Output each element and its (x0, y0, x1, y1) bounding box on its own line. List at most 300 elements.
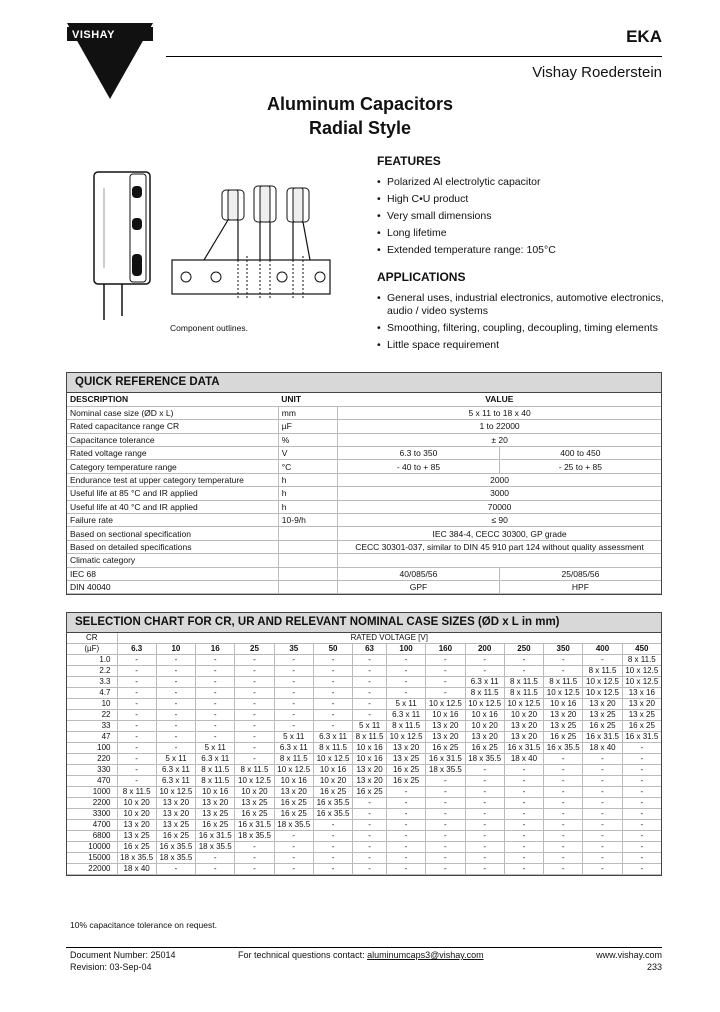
case-size-cell: - (426, 798, 465, 809)
value-cell: 6.3 to 350 (338, 447, 500, 460)
case-size-cell: - (544, 831, 583, 842)
case-size-cell: - (386, 864, 425, 875)
case-size-cell: - (313, 688, 352, 699)
selection-grid (67, 633, 661, 875)
voltage-cell: 10 (156, 644, 195, 655)
case-size-cell: - (465, 765, 504, 776)
case-size-cell: 13 x 25 (117, 831, 156, 842)
value-cell: CECC 30301-037, similar to DIN 45 910 part 124 without quality assessment (338, 540, 661, 553)
case-size-cell: - (313, 721, 352, 732)
website-link[interactable]: www.vishay.com (596, 950, 662, 960)
case-size-cell: - (622, 787, 661, 798)
case-size-cell: 18 x 40 (117, 864, 156, 875)
case-size-cell: - (313, 820, 352, 831)
case-size-cell: - (386, 831, 425, 842)
case-size-cell: 10 x 12.5 (622, 666, 661, 677)
case-size-cell: - (156, 666, 195, 677)
case-size-cell: - (465, 831, 504, 842)
case-size-cell: 13 x 20 (583, 699, 622, 710)
value-cell (338, 554, 661, 567)
case-size-cell: - (117, 776, 156, 787)
case-size-cell: - (583, 853, 622, 864)
case-size-cell: - (465, 666, 504, 677)
value-cell: ≤ 90 (338, 514, 661, 527)
case-size-cell: - (583, 754, 622, 765)
voltage-cell: 450 (622, 644, 661, 655)
unit-cell: mm (278, 406, 337, 419)
case-size-cell: - (583, 842, 622, 853)
case-size-cell: - (386, 798, 425, 809)
case-size-cell: 13 x 25 (544, 721, 583, 732)
case-size-cell: - (235, 699, 274, 710)
case-size-cell: 5 x 11 (353, 721, 387, 732)
case-size-cell: 13 x 20 (426, 732, 465, 743)
voltage-cell: 25 (235, 644, 274, 655)
case-size-cell: - (117, 710, 156, 721)
case-size-cell: 18 x 35.5 (465, 754, 504, 765)
case-size-cell: - (353, 677, 387, 688)
case-size-cell: - (465, 842, 504, 853)
case-size-cell: 13 x 20 (353, 765, 387, 776)
case-size-cell: 10 x 12.5 (583, 677, 622, 688)
voltage-cell: 35 (274, 644, 313, 655)
capacitance-cell: 4.7 (67, 688, 117, 699)
quick-reference-heading: QUICK REFERENCE DATA (67, 373, 661, 393)
case-size-cell: 10 x 12.5 (156, 787, 195, 798)
case-size-cell: 10 x 12.5 (465, 699, 504, 710)
table-row (67, 710, 661, 721)
case-size-cell: 10 x 12.5 (426, 699, 465, 710)
case-size-cell: - (196, 655, 235, 666)
brand-name: Vishay Roederstein (532, 64, 662, 81)
table-row (67, 540, 661, 553)
value-cell: GPF (338, 580, 500, 593)
case-size-cell: 8 x 11.5 (504, 677, 543, 688)
case-size-cell: - (274, 655, 313, 666)
case-size-cell: - (235, 688, 274, 699)
unit-cell: 10-9/h (278, 514, 337, 527)
unit-label: (µF) (67, 644, 117, 655)
case-size-cell: 13 x 20 (544, 710, 583, 721)
capacitance-cell: 6800 (67, 831, 117, 842)
case-size-cell: 10 x 20 (235, 787, 274, 798)
capacitance-cell: 10 (67, 699, 117, 710)
case-size-cell: 10 x 16 (313, 765, 352, 776)
voltage-cell: 63 (353, 644, 387, 655)
table-row (67, 787, 661, 798)
voltage-cell: 200 (465, 644, 504, 655)
case-size-cell: 10 x 20 (117, 809, 156, 820)
contact-email-link[interactable]: aluminumcaps3@vishay.com (367, 950, 484, 960)
case-size-cell: - (196, 853, 235, 864)
voltage-row (67, 644, 661, 655)
case-size-cell: 13 x 16 (622, 688, 661, 699)
case-size-cell: 10 x 12.5 (504, 699, 543, 710)
case-size-cell: 6.3 x 11 (386, 710, 425, 721)
table-row (67, 527, 661, 540)
applications-heading: APPLICATIONS (377, 270, 466, 284)
case-size-cell: 16 x 35.5 (544, 743, 583, 754)
table-row (67, 420, 661, 433)
capacitance-cell: 33 (67, 721, 117, 732)
capacitance-cell: 1000 (67, 787, 117, 798)
unit-cell: h (278, 500, 337, 513)
case-size-cell: - (313, 677, 352, 688)
case-size-cell: 16 x 25 (274, 798, 313, 809)
table-row (67, 460, 661, 473)
features-item: • Long lifetime (377, 227, 667, 240)
case-size-cell: - (235, 842, 274, 853)
case-size-cell: - (235, 754, 274, 765)
case-size-cell: - (544, 776, 583, 787)
case-size-cell: 13 x 25 (622, 710, 661, 721)
case-size-cell: - (353, 666, 387, 677)
case-size-cell: - (544, 787, 583, 798)
case-size-cell: - (235, 853, 274, 864)
case-size-cell: - (622, 809, 661, 820)
voltage-cell: 350 (544, 644, 583, 655)
case-size-cell: 16 x 31.5 (583, 732, 622, 743)
unit-cell (278, 540, 337, 553)
features-item: • Very small dimensions (377, 210, 667, 223)
case-size-cell: 18 x 40 (583, 743, 622, 754)
table-row (67, 798, 661, 809)
voltage-cell: 250 (504, 644, 543, 655)
case-size-cell: 13 x 25 (583, 710, 622, 721)
case-size-cell: 8 x 11.5 (274, 754, 313, 765)
contact-prefix: For technical questions contact: (238, 950, 368, 960)
column-header: VALUE (338, 393, 661, 406)
table-row (67, 655, 661, 666)
case-size-cell: - (353, 688, 387, 699)
description-cell: IEC 68 (67, 567, 278, 580)
table-row (67, 580, 661, 593)
case-size-cell: - (504, 809, 543, 820)
value-cell: 3000 (338, 487, 661, 500)
value-cell: 400 to 450 (499, 447, 661, 460)
case-size-cell: 16 x 31.5 (235, 820, 274, 831)
case-size-cell: 13 x 20 (196, 798, 235, 809)
case-size-cell: 16 x 25 (544, 732, 583, 743)
case-size-cell: - (622, 798, 661, 809)
case-size-cell: 13 x 20 (156, 798, 195, 809)
case-size-cell: - (196, 710, 235, 721)
capacitance-cell: 10000 (67, 842, 117, 853)
case-size-cell: - (583, 655, 622, 666)
unit-cell (278, 527, 337, 540)
case-size-cell: 16 x 25 (426, 743, 465, 754)
case-size-cell: - (117, 754, 156, 765)
case-size-cell: - (274, 721, 313, 732)
case-size-cell: - (156, 743, 195, 754)
case-size-cell: 8 x 11.5 (386, 721, 425, 732)
column-header: DESCRIPTION (67, 393, 278, 406)
applications-item: • General uses, industrial electronics, automotive electronics, audio / video systems (377, 292, 667, 318)
case-size-cell: 13 x 25 (196, 809, 235, 820)
selection-chart (66, 612, 662, 876)
case-size-cell: - (426, 666, 465, 677)
case-size-cell: - (544, 798, 583, 809)
description-cell: Endurance test at upper category temperature (67, 473, 278, 486)
case-size-cell: - (353, 820, 387, 831)
case-size-cell: - (196, 864, 235, 875)
value-cell: 70000 (338, 500, 661, 513)
case-size-cell: 10 x 16 (426, 710, 465, 721)
table-row (67, 820, 661, 831)
features-item: • Polarized Al electrolytic capacitor (377, 176, 667, 189)
case-size-cell: - (313, 842, 352, 853)
case-size-cell: 13 x 20 (426, 721, 465, 732)
case-size-cell: - (504, 655, 543, 666)
case-size-cell: 16 x 35.5 (313, 798, 352, 809)
case-size-cell: 6.3 x 11 (465, 677, 504, 688)
table-row (67, 666, 661, 677)
case-size-cell: 8 x 11.5 (504, 688, 543, 699)
component-outline-figure (92, 168, 332, 328)
table-row (67, 743, 661, 754)
case-size-cell: - (196, 688, 235, 699)
case-size-cell: - (274, 864, 313, 875)
case-size-cell: - (353, 655, 387, 666)
case-size-cell: 13 x 20 (117, 820, 156, 831)
case-size-cell: - (622, 864, 661, 875)
case-size-cell: 10 x 20 (504, 710, 543, 721)
case-size-cell: - (235, 732, 274, 743)
case-size-cell: 13 x 25 (156, 820, 195, 831)
case-size-cell: - (465, 798, 504, 809)
case-size-cell: 8 x 11.5 (622, 655, 661, 666)
case-size-cell: - (313, 853, 352, 864)
case-size-cell: 10 x 12.5 (235, 776, 274, 787)
case-size-cell: 13 x 20 (504, 732, 543, 743)
case-size-cell: - (622, 765, 661, 776)
case-size-cell: 16 x 25 (274, 809, 313, 820)
case-size-cell: 16 x 31.5 (504, 743, 543, 754)
case-size-cell: - (353, 864, 387, 875)
case-size-cell: - (583, 765, 622, 776)
case-size-cell: - (117, 666, 156, 677)
unit-cell: h (278, 487, 337, 500)
case-size-cell: 13 x 25 (386, 754, 425, 765)
case-size-cell: 10 x 16 (465, 710, 504, 721)
case-size-cell: 6.3 x 11 (274, 743, 313, 754)
case-size-cell: - (426, 688, 465, 699)
case-size-cell: 16 x 25 (465, 743, 504, 754)
case-size-cell: - (583, 831, 622, 842)
value-cell: 1 to 22000 (338, 420, 661, 433)
capacitance-cell: 2.2 (67, 666, 117, 677)
case-size-cell: - (622, 831, 661, 842)
case-size-cell: - (386, 666, 425, 677)
case-size-cell: - (544, 842, 583, 853)
features-item: • High C•U product (377, 193, 667, 206)
table-row (67, 406, 661, 419)
unit-cell (278, 580, 337, 593)
table-row (67, 842, 661, 853)
unit-cell: h (278, 473, 337, 486)
case-size-cell: 16 x 31.5 (196, 831, 235, 842)
case-size-cell: 8 x 11.5 (465, 688, 504, 699)
case-size-cell: - (386, 655, 425, 666)
case-size-cell: - (504, 798, 543, 809)
case-size-cell: - (196, 721, 235, 732)
case-size-cell: - (386, 787, 425, 798)
description-cell: Nominal case size (ØD x L) (67, 406, 278, 419)
value-cell: 25/085/56 (499, 567, 661, 580)
case-size-cell: - (117, 699, 156, 710)
capacitance-cell: 4700 (67, 820, 117, 831)
case-size-cell: - (544, 864, 583, 875)
case-size-cell: 6.3 x 11 (313, 732, 352, 743)
case-size-cell: - (274, 677, 313, 688)
case-size-cell: - (465, 776, 504, 787)
case-size-cell: - (274, 699, 313, 710)
case-size-cell: 13 x 20 (465, 732, 504, 743)
unit-cell (278, 567, 337, 580)
case-size-cell: - (544, 765, 583, 776)
case-size-cell: - (465, 809, 504, 820)
voltage-cell: 50 (313, 644, 352, 655)
description-cell: Based on sectional specification (67, 527, 278, 540)
case-size-cell: - (583, 820, 622, 831)
table-row (67, 447, 661, 460)
case-size-cell: - (426, 864, 465, 875)
description-cell: Rated voltage range (67, 447, 278, 460)
applications-item: • Little space requirement (377, 339, 667, 352)
capacitance-cell: 47 (67, 732, 117, 743)
quick-reference-table (66, 372, 662, 595)
table-header-row (67, 633, 661, 644)
case-size-cell: - (235, 710, 274, 721)
case-size-cell: - (235, 666, 274, 677)
case-size-cell: - (504, 864, 543, 875)
case-size-cell: 16 x 31.5 (622, 732, 661, 743)
case-size-cell: - (622, 842, 661, 853)
case-size-cell: - (235, 864, 274, 875)
case-size-cell: - (117, 732, 156, 743)
case-size-cell: 5 x 11 (196, 743, 235, 754)
unit-cell (278, 554, 337, 567)
case-size-cell: 18 x 35.5 (235, 831, 274, 842)
case-size-cell: - (426, 787, 465, 798)
case-size-cell: - (196, 699, 235, 710)
table-row (67, 500, 661, 513)
table-row (67, 677, 661, 688)
applications-item: • Smoothing, filtering, coupling, decoupling, timing elements (377, 322, 667, 335)
case-size-cell: - (544, 853, 583, 864)
case-size-cell: - (622, 776, 661, 787)
voltage-cell: 6.3 (117, 644, 156, 655)
case-size-cell: - (426, 809, 465, 820)
case-size-cell: - (156, 864, 195, 875)
case-size-cell: - (313, 699, 352, 710)
table-row (67, 776, 661, 787)
case-size-cell: 10 x 16 (353, 743, 387, 754)
column-header: UNIT (278, 393, 337, 406)
case-size-cell: - (117, 743, 156, 754)
table-row (67, 514, 661, 527)
table-row (67, 864, 661, 875)
value-cell: ± 20 (338, 433, 661, 446)
case-size-cell: 10 x 12.5 (274, 765, 313, 776)
tolerance-note: 10% capacitance tolerance on request. (70, 920, 217, 930)
case-size-cell: - (353, 853, 387, 864)
case-size-cell: - (353, 699, 387, 710)
description-cell: Useful life at 40 °C and IR applied (67, 500, 278, 513)
case-size-cell: - (544, 809, 583, 820)
case-size-cell: - (583, 776, 622, 787)
table-row (67, 853, 661, 864)
case-size-cell: 6.3 x 11 (156, 776, 195, 787)
header-rule (166, 56, 662, 57)
case-size-cell: - (117, 677, 156, 688)
case-size-cell: - (156, 655, 195, 666)
table-row (67, 473, 661, 486)
case-size-cell: - (504, 831, 543, 842)
features-list (377, 176, 667, 261)
page-title-line2: Radial Style (308, 118, 412, 138)
case-size-cell: - (353, 798, 387, 809)
capacitance-cell: 100 (67, 743, 117, 754)
case-size-cell: - (117, 721, 156, 732)
case-size-cell: 10 x 12.5 (386, 732, 425, 743)
case-size-cell: - (426, 842, 465, 853)
capacitance-cell: 3.3 (67, 677, 117, 688)
selection-heading: SELECTION CHART FOR CR, UR AND RELEVANT NOMINAL CASE SIZES (ØD x L in mm) (67, 613, 661, 633)
quick-reference-grid (67, 393, 661, 594)
case-size-cell: - (426, 831, 465, 842)
case-size-cell: 16 x 25 (353, 787, 387, 798)
case-size-cell: - (465, 820, 504, 831)
case-size-cell: 18 x 40 (504, 754, 543, 765)
case-size-cell: - (274, 710, 313, 721)
value-cell: 40/085/56 (338, 567, 500, 580)
case-size-cell: - (313, 710, 352, 721)
case-size-cell: 10 x 20 (313, 776, 352, 787)
case-size-cell: 18 x 35.5 (156, 853, 195, 864)
case-size-cell: - (622, 853, 661, 864)
case-size-cell: 16 x 25 (156, 831, 195, 842)
case-size-cell: - (465, 853, 504, 864)
unit-cell: µF (278, 420, 337, 433)
case-size-cell: - (274, 831, 313, 842)
case-size-cell: 6.3 x 11 (156, 765, 195, 776)
case-size-cell: - (622, 743, 661, 754)
case-size-cell: 5 x 11 (156, 754, 195, 765)
case-size-cell: 16 x 25 (313, 787, 352, 798)
case-size-cell: - (235, 721, 274, 732)
case-size-cell: 8 x 11.5 (196, 776, 235, 787)
case-size-cell: 16 x 25 (622, 721, 661, 732)
description-cell: Based on detailed specifications (67, 540, 278, 553)
case-size-cell: 16 x 25 (117, 842, 156, 853)
case-size-cell: 10 x 20 (465, 721, 504, 732)
capacitance-cell: 15000 (67, 853, 117, 864)
case-size-cell: - (274, 688, 313, 699)
table-row (67, 831, 661, 842)
table-row (67, 721, 661, 732)
case-size-cell: - (156, 710, 195, 721)
case-size-cell: - (465, 655, 504, 666)
case-size-cell: 16 x 35.5 (156, 842, 195, 853)
case-size-cell: - (504, 787, 543, 798)
case-size-cell: - (544, 655, 583, 666)
case-size-cell: - (353, 842, 387, 853)
case-size-cell: - (622, 820, 661, 831)
case-size-cell: - (583, 798, 622, 809)
case-size-cell: - (196, 677, 235, 688)
table-row (67, 688, 661, 699)
